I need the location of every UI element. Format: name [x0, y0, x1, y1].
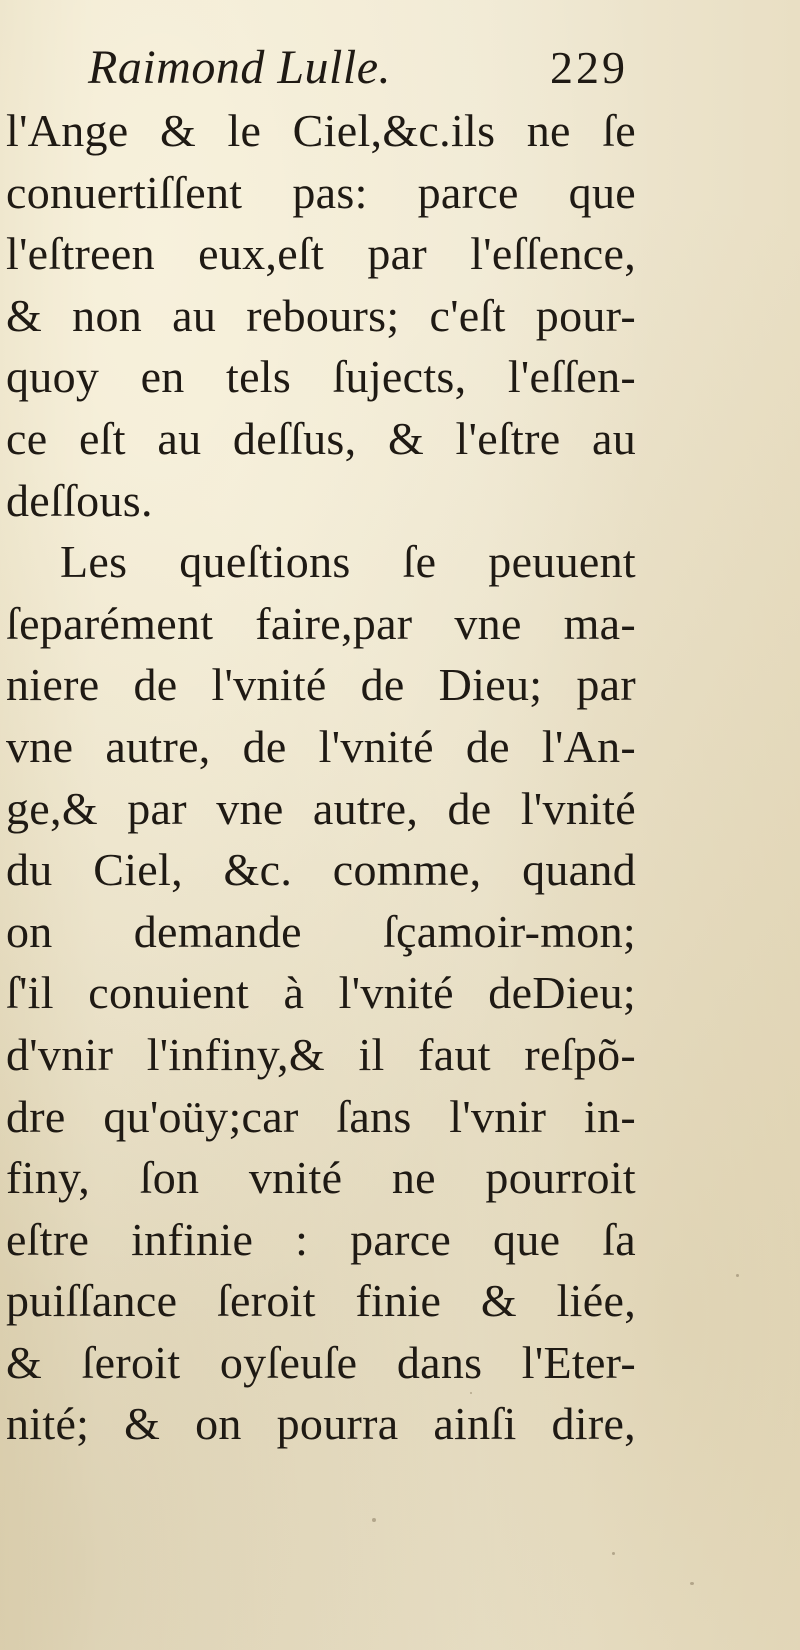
- page-number: 229: [550, 42, 628, 93]
- body-text: [6, 100, 636, 1455]
- text-line: nité; & on pourra ainſi dire,: [6, 1398, 636, 1450]
- text-line: finy, ſon vnité ne pourroit: [6, 1152, 636, 1204]
- text-line: on demande ſçamoir-mon;: [6, 905, 636, 957]
- text-line: l'eſtreen eux,eſt par l'eſſence,: [6, 228, 636, 280]
- text-line: d'vnir l'infiny,& il faut reſpõ-: [6, 1028, 636, 1080]
- text-line: dre qu'oüy;car ſans l'vnir in-: [6, 1090, 636, 1142]
- text-line: deſſous.: [6, 474, 153, 526]
- paper-speck: [690, 1582, 694, 1585]
- text-line: niere de l'vnité de Dieu; par: [6, 659, 636, 711]
- text-line: l'Ange & le Ciel,&c.ils ne ſe: [6, 105, 636, 156]
- paper-speck: [736, 1274, 739, 1277]
- text-line: quoy en tels ſujects, l'eſſen-: [6, 351, 636, 403]
- page-header: [88, 38, 628, 98]
- text-line: puiſſance ſeroit finie & liée,: [6, 1275, 636, 1327]
- text-line: & non au rebours; c'eſt pour-: [6, 289, 636, 341]
- text-line: eſtre infinie : parce que ſa: [6, 1213, 636, 1265]
- text-line: ce eſt au deſſus, & l'eſtre au: [6, 412, 636, 464]
- text-line: vne autre, de l'vnité de l'An-: [6, 720, 636, 772]
- text-line: ſ'il conuient à l'vnité deDieu;: [6, 967, 636, 1019]
- text-line: & ſeroit oyſeuſe dans l'Eter-: [6, 1336, 636, 1388]
- paper-speck: [470, 1392, 472, 1394]
- text-line: conuertiſſent pas: parce que: [6, 166, 636, 218]
- paper-speck: [612, 1552, 615, 1555]
- text-line: ſeparément faire,par vne ma-: [6, 597, 636, 649]
- text-line: ge,& par vne autre, de l'vnité: [6, 782, 636, 834]
- text-line: du Ciel, &c. comme, quand: [6, 844, 636, 896]
- text-line: Les queſtions ſe peuuent: [60, 536, 636, 588]
- paper-speck: [372, 1518, 376, 1522]
- running-title: Raimond Lulle.: [88, 41, 391, 94]
